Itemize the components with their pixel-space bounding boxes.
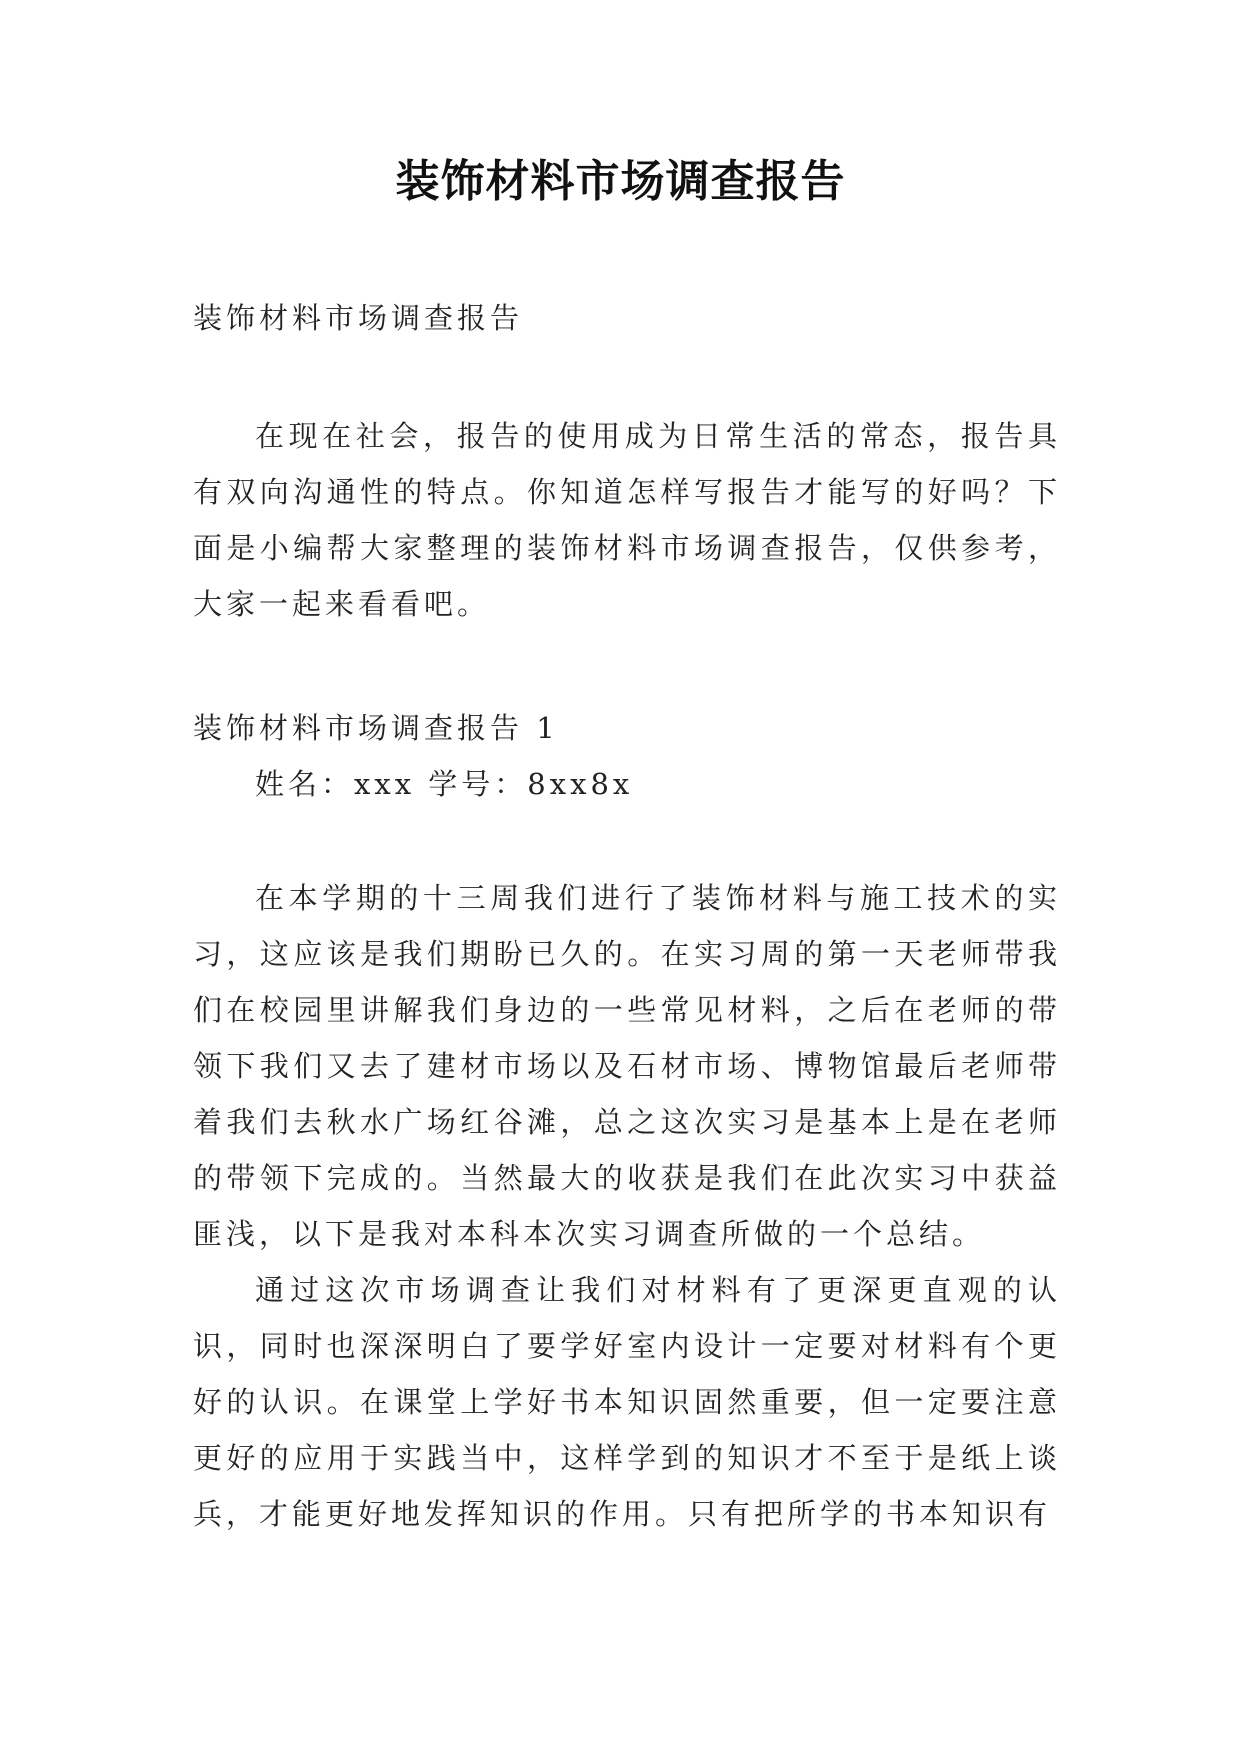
document-title: 装饰材料市场调查报告: [395, 156, 846, 207]
intro-paragraph: 在现在社会，报告的使用成为日常生活的常态，报告具有双向沟通性的特点。你知道怎样写报告才能写的好吗？下面是小编帮大家整理的装饰材料市场调查报告，仅供参考，大家一起来看看吧。: [193, 419, 1061, 621]
section-heading-1: 装饰材料市场调查报告 1: [193, 711, 559, 745]
document-subtitle: 装饰材料市场调查报告: [193, 301, 524, 335]
name-student-id-line: 姓名：xxx 学号：8xx8x: [255, 767, 634, 801]
body-paragraph-2: 通过这次市场调查让我们对材料有了更深更直观的认识，同时也深深明白了要学好室内设计一定要对材料有个更好的认识。在课堂上学好书本知识固然重要，但一定要注意更好的应用于实践当中，这样学到的知识才不至于是纸上谈兵，才能更好地发挥知识的作用。只有把所学的书本知识有: [193, 1273, 1061, 1531]
body-paragraph-1: 在本学期的十三周我们进行了装饰材料与施工技术的实习，这应该是我们期盼已久的。在实习周的第一天老师带我们在校园里讲解我们身边的一些常见材料，之后在老师的带领下我们又去了建材市场以及石材市场、博物馆最后老师带着我们去秋水广场红谷滩，总之这次实习是基本上是在老师的带领下完成的。当然最大的收获是我们在此次实习中获益匪浅，以下是我对本科本次实习调查所做的一个总结。: [193, 881, 1061, 1251]
